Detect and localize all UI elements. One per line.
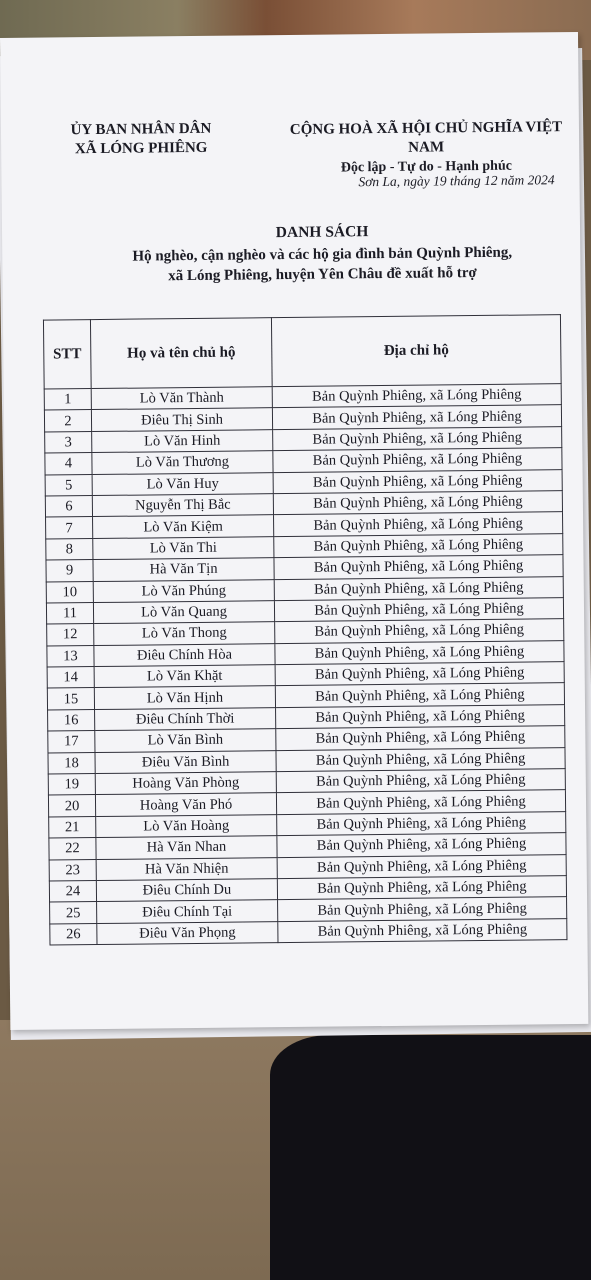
cell-name: Lò Văn Hịnh — [94, 686, 275, 709]
cell-stt: 7 — [46, 517, 93, 539]
cell-address: Bản Quỳnh Phiêng, xã Lóng Phiêng — [276, 704, 565, 728]
cell-stt: 26 — [50, 923, 97, 945]
cell-stt: 5 — [45, 474, 92, 496]
cell-name: Lò Văn Hinh — [92, 429, 273, 452]
cell-stt: 12 — [47, 624, 94, 646]
cell-stt: 4 — [45, 453, 92, 475]
cell-stt: 19 — [48, 774, 95, 796]
issuer-header — [41, 119, 241, 159]
issuer-line-1: ỦY BAN NHÂN DÂN — [70, 120, 212, 139]
national-header — [271, 118, 582, 178]
cell-stt: 14 — [47, 667, 94, 689]
cell-stt: 2 — [44, 410, 91, 432]
cell-address: Bản Quỳnh Phiêng, xã Lóng Phiêng — [274, 512, 563, 536]
document-page — [0, 32, 588, 1030]
cell-address: Bản Quỳnh Phiêng, xã Lóng Phiêng — [276, 769, 565, 793]
table-row — [50, 918, 567, 945]
title-sub-2: xã Lóng Phiêng, huyện Yên Châu đề xuất hỗ trợ — [168, 265, 477, 285]
cell-name: Điêu Thị Sinh — [91, 408, 272, 431]
cell-name: Lò Văn Thong — [94, 622, 275, 645]
cell-name: Lò Văn Huy — [92, 472, 273, 495]
cell-name: Lò Văn Kiệm — [93, 515, 274, 538]
cell-name: Lò Văn Thành — [91, 387, 272, 410]
cell-address: Bản Quỳnh Phiêng, xã Lóng Phiêng — [273, 491, 562, 515]
cell-address: Bản Quỳnh Phiêng, xã Lóng Phiêng — [275, 683, 564, 707]
cell-address: Bản Quỳnh Phiêng, xã Lóng Phiêng — [273, 426, 562, 450]
cell-name: Lò Văn Thi — [93, 536, 274, 559]
background-cloth — [270, 1035, 591, 1280]
cell-stt: 23 — [49, 859, 96, 881]
cell-stt: 25 — [50, 902, 97, 924]
cell-name: Điêu Văn Bình — [95, 750, 276, 773]
cell-stt: 16 — [48, 709, 95, 731]
cell-address: Bản Quỳnh Phiêng, xã Lóng Phiêng — [278, 897, 567, 921]
cell-address: Bản Quỳnh Phiêng, xã Lóng Phiêng — [278, 918, 567, 942]
cell-address: Bản Quỳnh Phiêng, xã Lóng Phiêng — [275, 640, 564, 664]
title-sub-1: Hộ nghèo, cận nghèo và các hộ gia đình bản Quỳnh Phiêng, — [132, 244, 513, 265]
cell-stt: 20 — [48, 795, 95, 817]
cell-address: Bản Quỳnh Phiêng, xã Lóng Phiêng — [276, 747, 565, 771]
cell-stt: 8 — [46, 538, 93, 560]
table-header-row — [43, 315, 561, 389]
cell-name: Nguyễn Thị Bắc — [92, 494, 273, 517]
cell-name: Hoàng Văn Phòng — [95, 772, 276, 795]
cell-stt: 24 — [49, 881, 96, 903]
issuer-line-2: XÃ LÓNG PHIÊNG — [74, 139, 208, 158]
cell-name: Lò Văn Hoàng — [96, 814, 277, 837]
national-title: CỘNG HOÀ XÃ HỘI CHỦ NGHĨA VIỆT NAM — [289, 119, 563, 156]
cell-address: Bản Quỳnh Phiêng, xã Lóng Phiêng — [277, 854, 566, 878]
cell-address: Bản Quỳnh Phiêng, xã Lóng Phiêng — [275, 619, 564, 643]
cell-name: Lò Văn Phúng — [93, 579, 274, 602]
cell-stt: 15 — [47, 688, 94, 710]
cell-address: Bản Quỳnh Phiêng, xã Lóng Phiêng — [276, 726, 565, 750]
national-motto: Độc lập - Tự do - Hạnh phúc — [340, 158, 513, 176]
cell-stt: 9 — [46, 560, 93, 582]
dateline: Sơn La, ngày 19 tháng 12 năm 2024 — [358, 172, 555, 190]
cell-name: Điêu Chính Thời — [95, 708, 276, 731]
cell-stt: 21 — [49, 816, 96, 838]
cell-name: Hà Văn Nhan — [96, 836, 277, 859]
cell-stt: 11 — [46, 602, 93, 624]
cell-address: Bản Quỳnh Phiêng, xã Lóng Phiêng — [272, 384, 561, 408]
cell-address: Bản Quỳnh Phiêng, xã Lóng Phiêng — [274, 533, 563, 557]
header-address: Địa chỉ hộ — [271, 315, 561, 387]
cell-stt: 1 — [44, 389, 91, 411]
cell-name: Điêu Chính Tại — [97, 900, 278, 923]
cell-address: Bản Quỳnh Phiêng, xã Lóng Phiêng — [273, 448, 562, 472]
cell-stt: 22 — [49, 838, 96, 860]
cell-name: Lò Văn Quang — [93, 601, 274, 624]
cell-address: Bản Quỳnh Phiêng, xã Lóng Phiêng — [274, 555, 563, 579]
cell-stt: 18 — [48, 752, 95, 774]
cell-name: Lò Văn Khặt — [94, 665, 275, 688]
table-body — [44, 384, 567, 946]
cell-name: Hà Văn Tịn — [93, 558, 274, 581]
header-name: Họ và tên chủ hộ — [90, 318, 272, 389]
cell-name: Điêu Chính Du — [96, 879, 277, 902]
document-title — [62, 220, 583, 287]
cell-address: Bản Quỳnh Phiêng, xã Lóng Phiêng — [274, 598, 563, 622]
cell-address: Bản Quỳnh Phiêng, xã Lóng Phiêng — [277, 811, 566, 835]
cell-address: Bản Quỳnh Phiêng, xã Lóng Phiêng — [277, 833, 566, 857]
cell-name: Lò Văn Thương — [92, 451, 273, 474]
title-main: DANH SÁCH — [275, 223, 369, 242]
cell-name: Lò Văn Bình — [95, 729, 276, 752]
header-stt: STT — [43, 320, 91, 389]
cell-address: Bản Quỳnh Phiêng, xã Lóng Phiêng — [273, 469, 562, 493]
cell-name: Điêu Văn Phọng — [97, 921, 278, 944]
cell-name: Điêu Chính Hòa — [94, 643, 275, 666]
household-table — [43, 314, 568, 946]
cell-stt: 6 — [45, 496, 92, 518]
cell-name: Hoàng Văn Phó — [95, 793, 276, 816]
cell-address: Bản Quỳnh Phiêng, xã Lóng Phiêng — [275, 662, 564, 686]
cell-address: Bản Quỳnh Phiêng, xã Lóng Phiêng — [277, 876, 566, 900]
cell-address: Bản Quỳnh Phiêng, xã Lóng Phiêng — [276, 790, 565, 814]
cell-name: Hà Văn Nhiện — [96, 857, 277, 880]
cell-address: Bản Quỳnh Phiêng, xã Lóng Phiêng — [274, 576, 563, 600]
cell-stt: 3 — [45, 431, 92, 453]
cell-address: Bản Quỳnh Phiêng, xã Lóng Phiêng — [272, 405, 561, 429]
cell-stt: 13 — [47, 645, 94, 667]
cell-stt: 17 — [48, 731, 95, 753]
cell-stt: 10 — [46, 581, 93, 603]
